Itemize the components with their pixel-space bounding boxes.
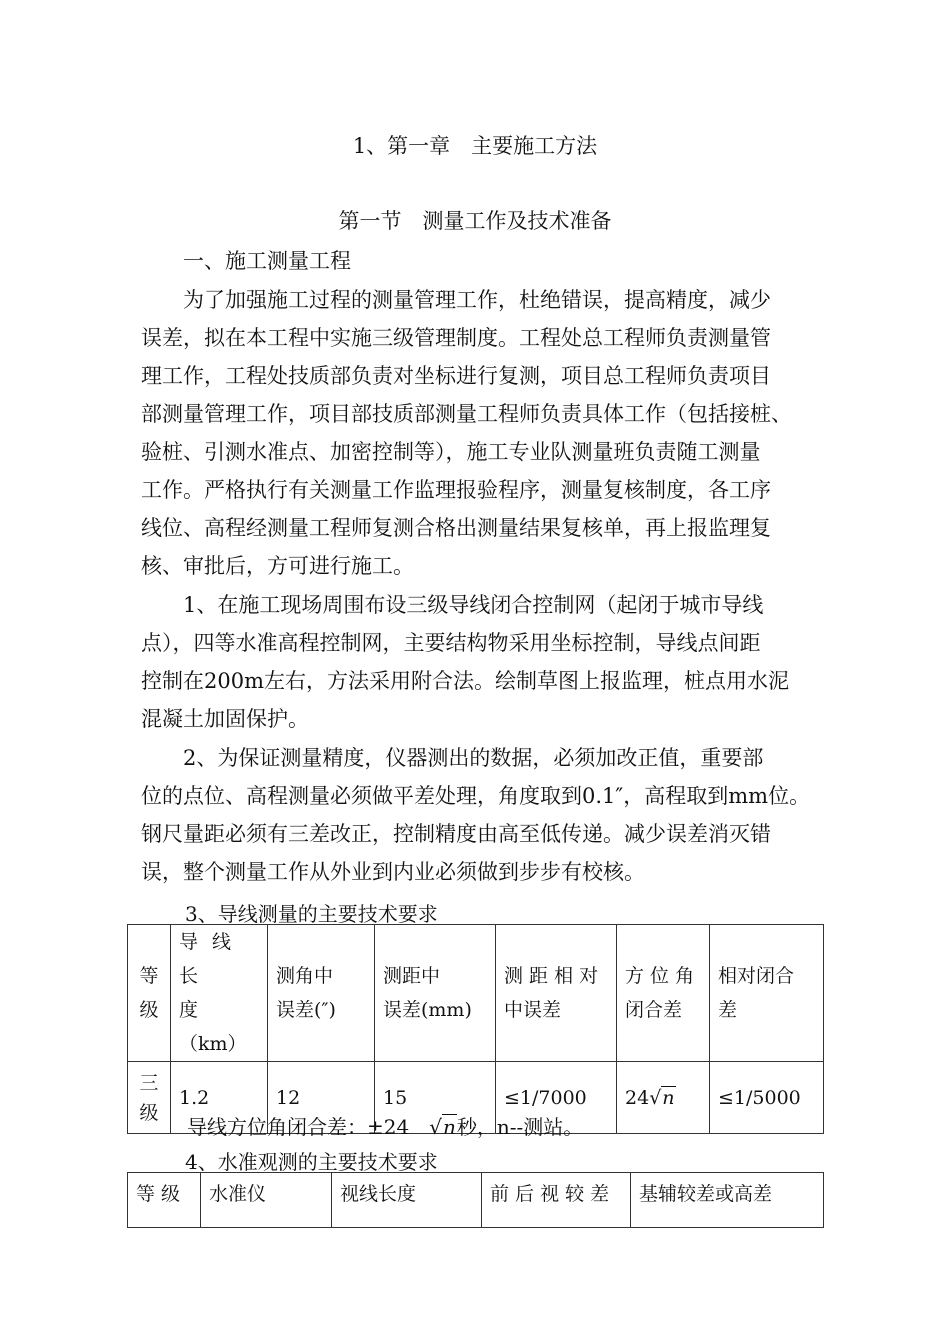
header-level-instrument: 水准仪: [201, 1173, 332, 1228]
cell-length: 1.2: [171, 1062, 268, 1134]
text-line: 为了加强施工过程的测量管理工作，杜绝错误，提高精度，减少: [183, 288, 771, 312]
text-line: 点），四等水准高程控制网，主要结构物采用坐标控制，导线点间距: [141, 631, 761, 655]
table-header-row: [128, 1173, 824, 1228]
header-azimuth-closure: 方 位 角 闭合差: [617, 925, 710, 1062]
text-line: 混凝土加固保护。: [141, 707, 309, 731]
text-line: 线位、高程经测量工程师复测合格出测量结果复核单，再上报监理复: [141, 516, 771, 540]
text-line: 验桩、引测水准点、加密控制等），施工专业队测量班负责随工测量: [141, 440, 761, 464]
leveling-requirements-table: [127, 1172, 824, 1228]
cell-grade: 三 级: [128, 1062, 171, 1134]
cell-azimuth-closure: 24√n: [617, 1062, 710, 1134]
text-line: 控制在200m左右，方法采用附合法。绘制草图上报监理，桩点用水泥: [141, 669, 789, 693]
sqrt-symbol: √n: [429, 1115, 456, 1139]
header-grade: 等 级: [128, 925, 171, 1062]
header-angle-error: 测角中 误差(″): [268, 925, 375, 1062]
text-line: 位的点位、高程测量必须做平差处理，角度取到0.1″，高程取到mm位。: [141, 784, 811, 808]
cell-angle-error: 12: [268, 1062, 375, 1134]
cell-relative-closure: ≤1/5000: [710, 1062, 824, 1134]
cell-distance-error: 15: [375, 1062, 496, 1134]
text-line: 2、为保证测量精度，仪器测出的数据，必须加改正值，重要部: [183, 746, 764, 770]
text-line: 误差，拟在本工程中实施三级管理制度。工程处总工程师负责测量管: [141, 326, 771, 350]
chapter-title: 1、第一章 主要施工方法: [352, 134, 598, 158]
table1-note: 导线方位角闭合差：±24 √n秒，n--测站。: [187, 1115, 584, 1139]
traverse-requirements-table: [127, 924, 824, 1134]
text-line: 工作。严格执行有关测量工作监理报验程序，测量复核制度，各工序: [141, 478, 771, 502]
header-base-aux-difference: 基辅较差或高差: [631, 1173, 824, 1228]
sqrt-symbol: √n: [649, 1086, 675, 1109]
subsection-title: 一、施工测量工程: [183, 249, 351, 273]
header-distance-error: 测距中 误差(mm): [375, 925, 496, 1062]
section-title: 第一节 测量工作及技术准备: [338, 209, 612, 233]
cell-relative-error: ≤1/7000: [496, 1062, 617, 1134]
text-line: 钢尺量距必须有三差改正，控制精度由高至低传递。减少误差消灭错: [141, 822, 771, 846]
text-line: 部测量管理工作，项目部技质部测量工程师负责具体工作（包括接桩、: [141, 402, 792, 426]
table1-caption: 3、导线测量的主要技术要求: [185, 902, 438, 926]
header-length: 导 线 长 度 （km）: [171, 925, 268, 1062]
header-sight-length: 视线长度: [332, 1173, 482, 1228]
text-line: 理工作，工程处技质部负责对坐标进行复测，项目总工程师负责项目: [141, 364, 771, 388]
header-front-back-difference: 前 后 视 较 差: [482, 1173, 631, 1228]
header-grade: 等 级: [128, 1173, 201, 1228]
header-relative-closure: 相对闭合 差: [710, 925, 824, 1062]
text-line: 1、在施工现场周围布设三级导线闭合控制网（起闭于城市导线: [183, 593, 764, 617]
header-relative-error: 测 距 相 对 中误差: [496, 925, 617, 1062]
table2-caption: 4、水准观测的主要技术要求: [185, 1150, 438, 1174]
text-line: 误，整个测量工作从外业到内业必须做到步步有校核。: [141, 860, 645, 884]
text-line: 核、审批后，方可进行施工。: [141, 554, 414, 578]
table-header-row: [128, 925, 824, 1062]
